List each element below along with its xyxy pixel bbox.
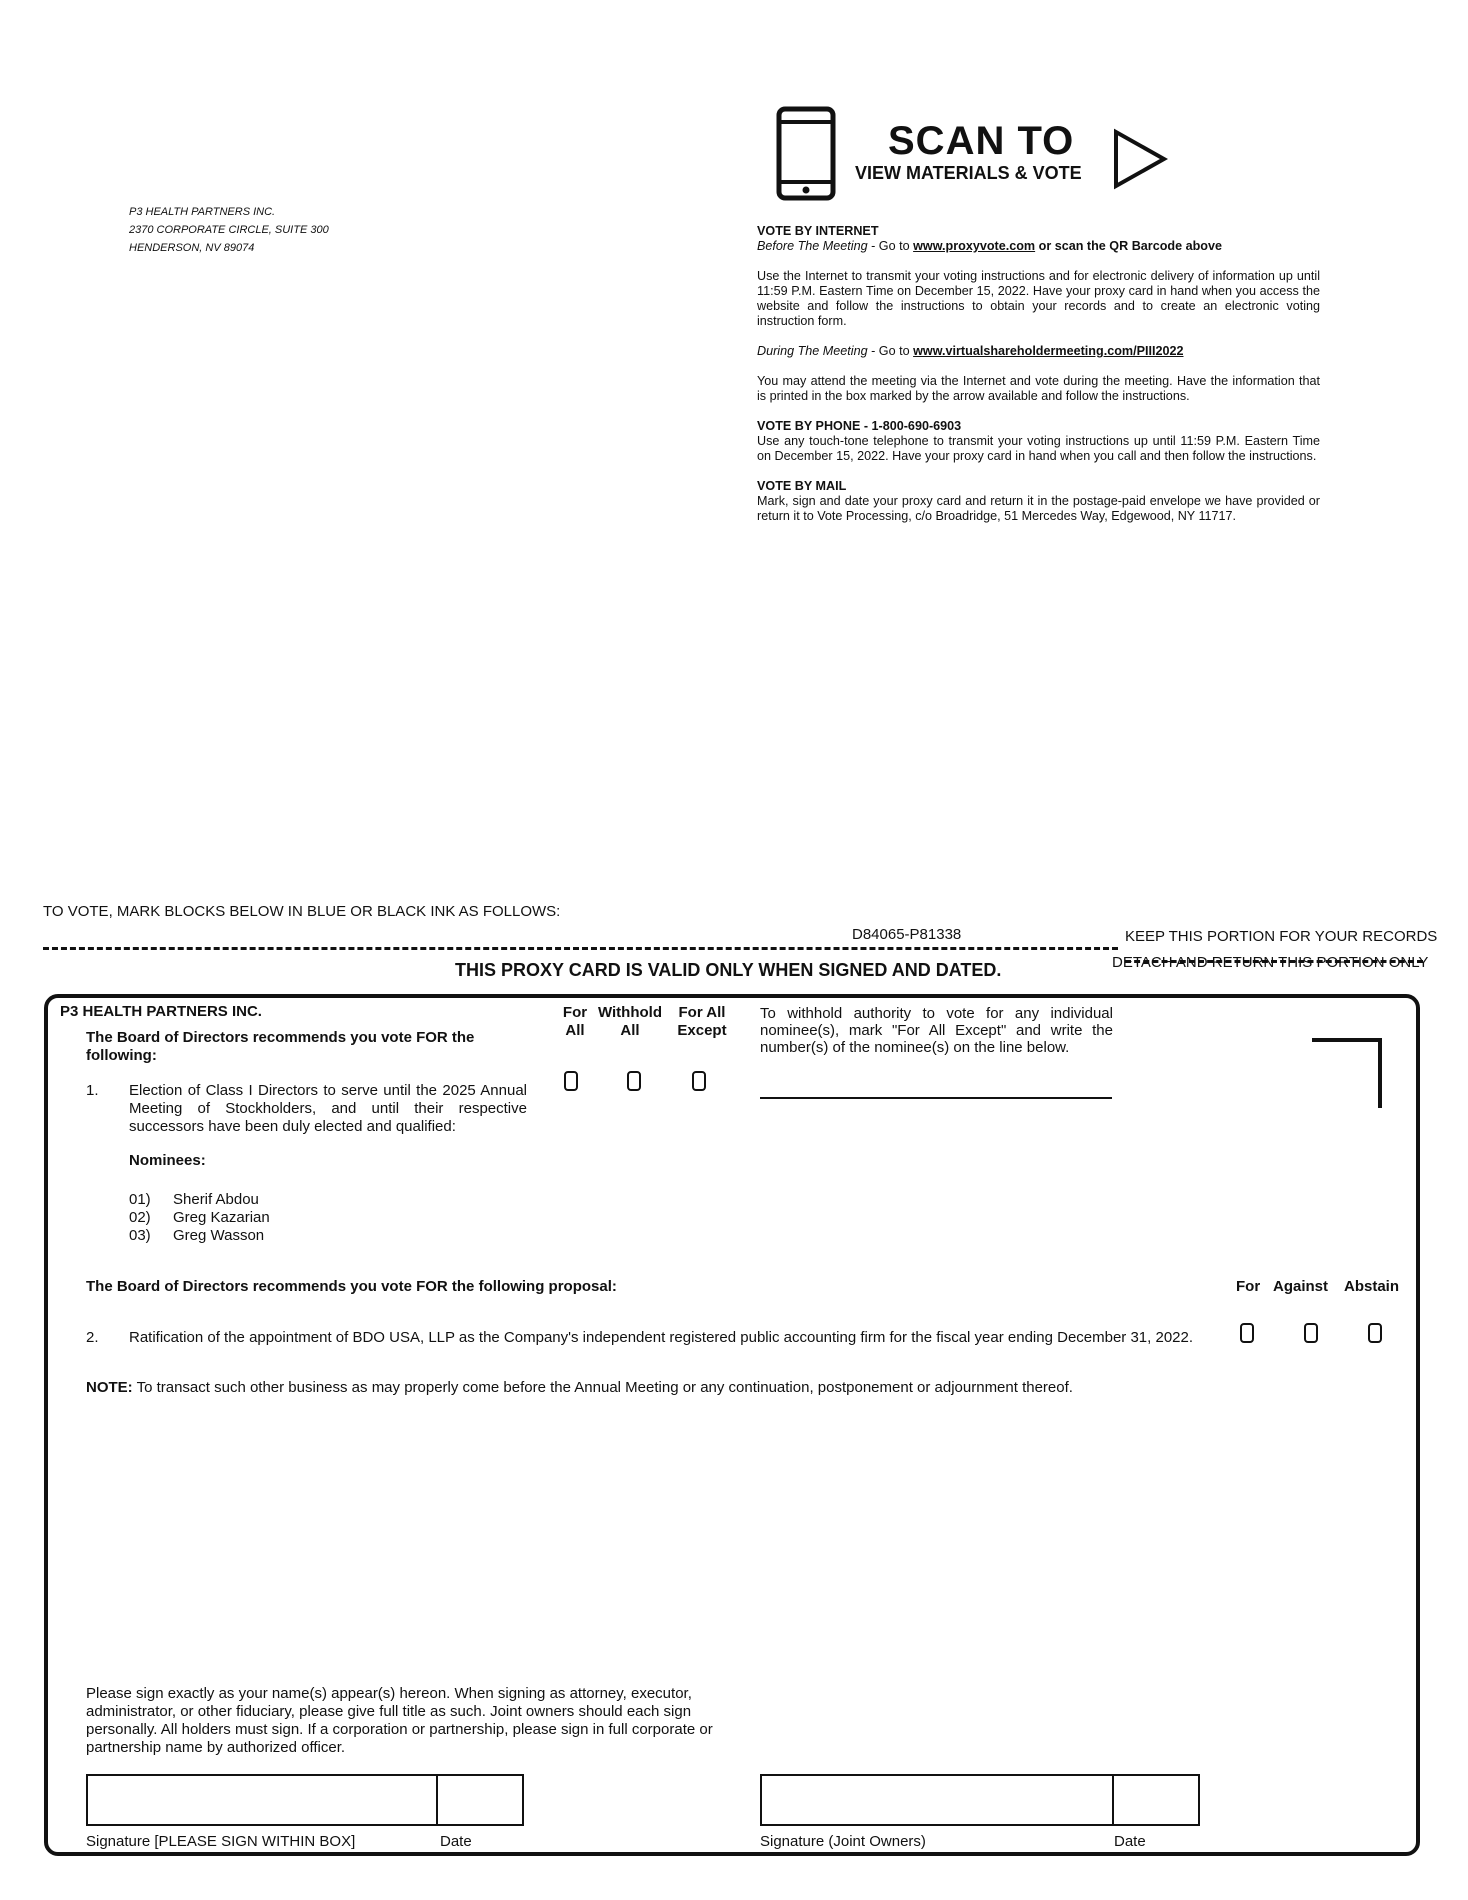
col-for-all-except: For All Except xyxy=(677,1004,727,1039)
validity-notice: THIS PROXY CARD IS VALID ONLY WHEN SIGNED AND DATED. xyxy=(455,960,1002,980)
col-for: For xyxy=(1236,1278,1261,1295)
before-meeting-tail: or scan the QR Barcode above xyxy=(1035,239,1222,253)
sender-address xyxy=(129,203,329,257)
nominees-heading: Nominees: xyxy=(129,1152,206,1169)
nominee-name: Greg Kazarian xyxy=(173,1209,270,1226)
internet-heading: VOTE BY INTERNET xyxy=(757,224,879,238)
keep-portion-label: KEEP THIS PORTION FOR YOUR RECORDS xyxy=(1125,928,1438,945)
card-company-name: P3 HEALTH PARTNERS INC. xyxy=(60,1003,262,1020)
board-recommendation-2: The Board of Directors recommends you vote FOR the following proposal: xyxy=(86,1278,617,1295)
phone-icon xyxy=(776,106,836,201)
phone-heading: VOTE BY PHONE - 1-800-690-6903 xyxy=(757,419,962,433)
mail-body: Mark, sign and date your proxy card and return it in the postage-paid envelope we have provided or return it to Vote Processing, c/o Broadridge, 51 Mercedes Way, Edgewood, NY 11717. xyxy=(757,494,1320,523)
voting-instructions xyxy=(757,224,1320,524)
signature-box[interactable] xyxy=(86,1774,438,1826)
internet-during-line xyxy=(757,344,1320,359)
joint-signature-box[interactable] xyxy=(760,1774,1114,1826)
to-vote-instruction: TO VOTE, MARK BLOCKS BELOW IN BLUE OR BLACK INK AS FOLLOWS: xyxy=(43,903,561,920)
nominee-item xyxy=(129,1227,264,1245)
date-label: Date xyxy=(440,1833,472,1850)
withhold-all-checkbox[interactable] xyxy=(627,1071,641,1091)
internet-body: Use the Internet to transmit your voting instructions and for electronic delivery of information up until 11:59 P.M. Eastern Time on December 15, 2022. Have your proxy card in hand when you access the website and follow the instructions to obtain your records and to create an electronic voting instruction form. xyxy=(757,269,1320,328)
proposal-2-text: Ratification of the appointment of BDO USA, LLP as the Company's independent registered public accounting firm for the fiscal year ending December 31, 2022. xyxy=(129,1329,1194,1346)
control-number: D84065-P81338 xyxy=(852,926,962,943)
board-recommendation-1: The Board of Directors recommends you vote FOR the following: xyxy=(86,1029,475,1064)
note-text xyxy=(86,1379,1336,1396)
proposal-1-text: Election of Class I Directors to serve until the 2025 Annual Meeting of Stockholders, and until their respective successors have been duly elected and qualified: xyxy=(129,1082,527,1135)
proposal-1-number: 1. xyxy=(86,1082,99,1099)
joint-date-label: Date xyxy=(1114,1833,1146,1850)
during-meeting-label: During The Meeting xyxy=(757,344,868,358)
signature-label: Signature [PLEASE SIGN WITHIN BOX] xyxy=(86,1833,356,1850)
before-meeting-mid: - Go to xyxy=(867,239,914,253)
joint-date-box[interactable] xyxy=(1112,1774,1200,1826)
col-for-all: For All xyxy=(562,1004,588,1039)
proposal-2-number: 2. xyxy=(86,1329,99,1346)
nominee-number-write-line[interactable] xyxy=(760,1097,1112,1099)
mail-heading: VOTE BY MAIL xyxy=(757,479,847,493)
col-against: Against xyxy=(1273,1278,1329,1295)
col-abstain: Abstain xyxy=(1344,1278,1400,1295)
nominee-number: 02) xyxy=(129,1209,151,1226)
nominee-item xyxy=(129,1209,270,1227)
internet-during-body: You may attend the meeting via the Internet and vote during the meeting. Have the information that is printed in the box marked by the arrow available and follow the instructions. xyxy=(757,374,1320,403)
phone-body: Use any touch-tone telephone to transmit your voting instructions up until 11:59 P.M. Eastern Time on December 15, 2022. Have your proxy card in hand when you call and then follow the instructions. xyxy=(757,434,1320,463)
proposal-2-against-checkbox[interactable] xyxy=(1304,1323,1318,1343)
corner-mark xyxy=(1312,1038,1382,1108)
for-all-except-checkbox[interactable] xyxy=(692,1071,706,1091)
for-all-checkbox[interactable] xyxy=(564,1071,578,1091)
nominee-name: Sherif Abdou xyxy=(173,1191,259,1208)
date-box[interactable] xyxy=(436,1774,524,1826)
withhold-authority-note: To withhold authority to vote for any individual nominee(s), mark "For All Except" and write the number(s) of the nominee(s) on the line below. xyxy=(760,1005,1113,1056)
proxyvote-link[interactable]: www.proxyvote.com xyxy=(913,239,1036,253)
sender-line-3: HENDERSON, NV 89074 xyxy=(129,242,255,254)
before-meeting-label: Before The Meeting xyxy=(757,239,868,253)
play-arrow-icon xyxy=(1112,128,1168,190)
nominee-item xyxy=(129,1191,259,1209)
sender-line-1: P3 HEALTH PARTNERS INC. xyxy=(129,206,276,218)
detach-dashed-line xyxy=(43,947,1118,950)
joint-signature-label: Signature (Joint Owners) xyxy=(760,1833,926,1850)
detach-portion-label: DETACH AND RETURN THIS PORTION ONLY xyxy=(1112,954,1429,971)
nominee-name: Greg Wasson xyxy=(173,1227,265,1244)
virtual-meeting-link[interactable]: www.virtualshareholdermeeting.com/PIII2022 xyxy=(913,344,1184,358)
col-withhold-all: Withhold All xyxy=(597,1004,662,1039)
sender-line-2: 2370 CORPORATE CIRCLE, SUITE 300 xyxy=(129,224,329,236)
scan-subtitle: VIEW MATERIALS & VOTE xyxy=(855,163,1082,183)
during-meeting-mid: - Go to xyxy=(867,344,914,358)
proposal-2-for-checkbox[interactable] xyxy=(1240,1323,1254,1343)
nominee-number: 01) xyxy=(129,1191,151,1208)
nominee-number: 03) xyxy=(129,1227,151,1244)
note-body: To transact such other business as may properly come before the Annual Meeting or any continuation, postponement or adjournment thereof. xyxy=(132,1379,1073,1396)
signing-instructions: Please sign exactly as your name(s) appear(s) hereon. When signing as attorney, executor, administrator, or other fiduciary, please give full title as such. Joint owners should each sign personally. All holders must sign. If a corporation or partnership, please sign in full corporate or partnership name by authorized officer. xyxy=(86,1685,713,1756)
note-label: NOTE: xyxy=(86,1379,133,1396)
internet-before-line xyxy=(757,239,1320,254)
scan-title: SCAN TO xyxy=(888,119,1075,163)
proposal-2-abstain-checkbox[interactable] xyxy=(1368,1323,1382,1343)
